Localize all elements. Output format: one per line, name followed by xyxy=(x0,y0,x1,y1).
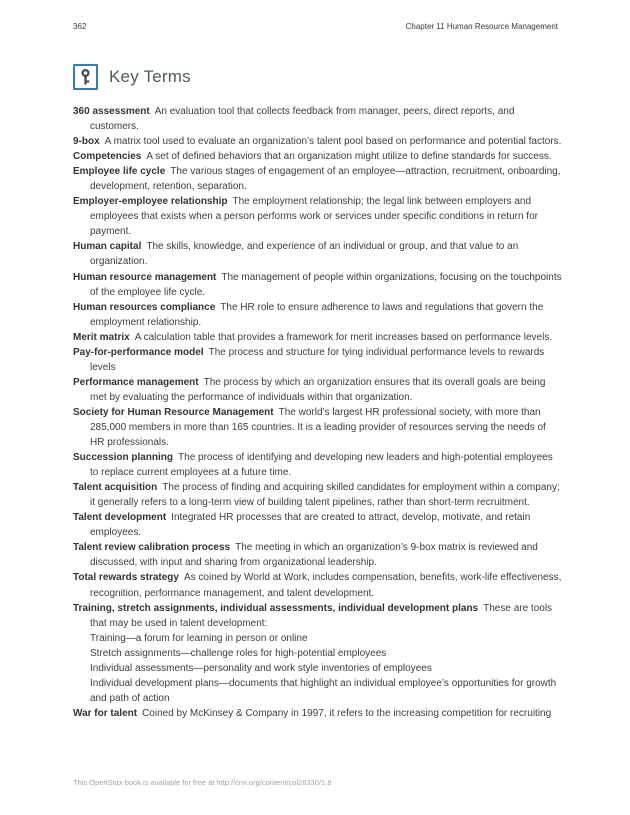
term-definition: The management of people within organizations, focusing on the touchpoints of the employee life cycle. xyxy=(90,271,562,298)
footer-note: This OpenStax book is available for free at http://cnx.org/content/col28330/1.8 xyxy=(73,778,332,787)
key-terms-list xyxy=(73,104,562,721)
term-name: Competencies xyxy=(73,151,142,163)
term-definition: The process by which an organization ensures that its overall goals are being met by evaluating the performance of individuals within that organization. xyxy=(90,376,546,403)
term-definition: As coined by World at Work, includes compensation, benefits, work-life effectiveness, recognition, performance management, and talent development. xyxy=(90,572,562,599)
term-definition: A set of defined behaviors that an organization might utilize to define standards for success. xyxy=(146,151,552,163)
term-name: Human resources compliance xyxy=(73,301,216,313)
term-entry xyxy=(73,330,562,345)
term-entry xyxy=(73,194,562,239)
term-entry xyxy=(73,375,562,405)
running-head xyxy=(73,22,558,31)
term-entry xyxy=(73,300,562,330)
term-definition: The world’s largest HR professional society, with more than 285,000 members in more than 165 countries. It is a leading provider of resources serving the needs of HR professionals. xyxy=(90,406,546,449)
term-definition: The skills, knowledge, and experience of an individual or group, and that value to an organization. xyxy=(90,241,519,268)
term-definition: A matrix tool used to evaluate an organization’s talent pool based on performance and potential factors. xyxy=(104,136,562,148)
term-entry xyxy=(73,270,562,300)
term-entry xyxy=(73,405,562,450)
term-subline: Stretch assignments—challenge roles for high-potential employees xyxy=(90,647,387,659)
page-title: Key Terms xyxy=(109,67,191,86)
key-terms-header xyxy=(73,64,191,90)
term-definition: The process of finding and acquiring skilled candidates for employment within a company; it generally refers to a long-term view of building talent pipelines, rather than short-term recruitment. xyxy=(90,482,560,509)
term-entry xyxy=(73,510,562,540)
term-definition: The meeting in which an organization’s 9-box matrix is reviewed and discussed, with input and sharing from organizational leadership. xyxy=(90,542,538,569)
term-subline: Individual assessments—personality and work style inventories of employees xyxy=(90,662,432,674)
term-name: Merit matrix xyxy=(73,331,130,343)
term-name: Talent acquisition xyxy=(73,482,158,494)
key-icon xyxy=(73,64,98,90)
term-entry xyxy=(73,601,562,706)
term-definition: These are tools that may be used in talent development: xyxy=(90,602,553,629)
term-entry xyxy=(73,239,562,269)
term-definition: A calculation table that provides a framework for merit increases based on performance levels. xyxy=(134,331,553,343)
term-entry xyxy=(73,345,562,375)
term-subline: Individual development plans—documents that highlight an individual employee’s opportunities for growth and path of action xyxy=(90,677,557,704)
term-name: Performance management xyxy=(73,376,199,388)
term-name: Human capital xyxy=(73,241,142,253)
term-name: Employer-employee relationship xyxy=(73,196,228,208)
chapter-header: Chapter 11 Human Resource Management xyxy=(405,22,558,31)
term-definition: Coined by McKinsey & Company in 1997, it refers to the increasing competition for recruiting xyxy=(142,707,552,719)
term-entry xyxy=(73,164,562,194)
term-definition: The process of identifying and developing new leaders and high-potential employees to replace current employees at a future time. xyxy=(90,452,553,479)
term-subline: Training—a forum for learning in person or online xyxy=(90,632,308,644)
term-name: Total rewards strategy xyxy=(73,572,179,584)
term-name: Training, stretch assignments, individual assessments, individual development plans xyxy=(73,602,479,614)
term-entry xyxy=(73,134,562,149)
term-entry xyxy=(73,149,562,164)
term-name: 9-box xyxy=(73,136,100,148)
term-name: Pay-for-performance model xyxy=(73,346,204,358)
term-name: 360 assessment xyxy=(73,106,150,117)
term-name: Succession planning xyxy=(73,452,174,464)
term-entry xyxy=(73,450,562,480)
page-number: 362 xyxy=(73,22,87,31)
term-name: Talent review calibration process xyxy=(73,542,231,554)
term-definition: The HR role to ensure adherence to laws and regulations that govern the employment relationship. xyxy=(90,301,544,328)
term-entry xyxy=(73,480,562,510)
term-name: Talent development xyxy=(73,512,167,524)
term-definition: The employment relationship; the legal link between employers and employees that exists when a person performs work or services under specific conditions in return for payment. xyxy=(90,196,538,238)
term-entry xyxy=(73,570,562,600)
term-name: Human resource management xyxy=(73,271,217,283)
term-definition: The various stages of engagement of an employee—attraction, recruitment, onboarding, development, retention, separation. xyxy=(90,166,561,193)
term-name: War for talent xyxy=(73,707,138,719)
term-entry xyxy=(73,706,562,721)
term-definition: Integrated HR processes that are created to attract, develop, motivate, and retain employees. xyxy=(90,512,531,539)
term-name: Society for Human Resource Management xyxy=(73,406,274,418)
term-entry xyxy=(73,104,562,134)
term-definition: The process and structure for tying individual performance levels to rewards levels xyxy=(90,346,545,373)
term-name: Employee life cycle xyxy=(73,166,166,178)
term-definition: An evaluation tool that collects feedback from manager, peers, direct reports, and customers. xyxy=(90,106,515,133)
term-entry xyxy=(73,540,562,570)
